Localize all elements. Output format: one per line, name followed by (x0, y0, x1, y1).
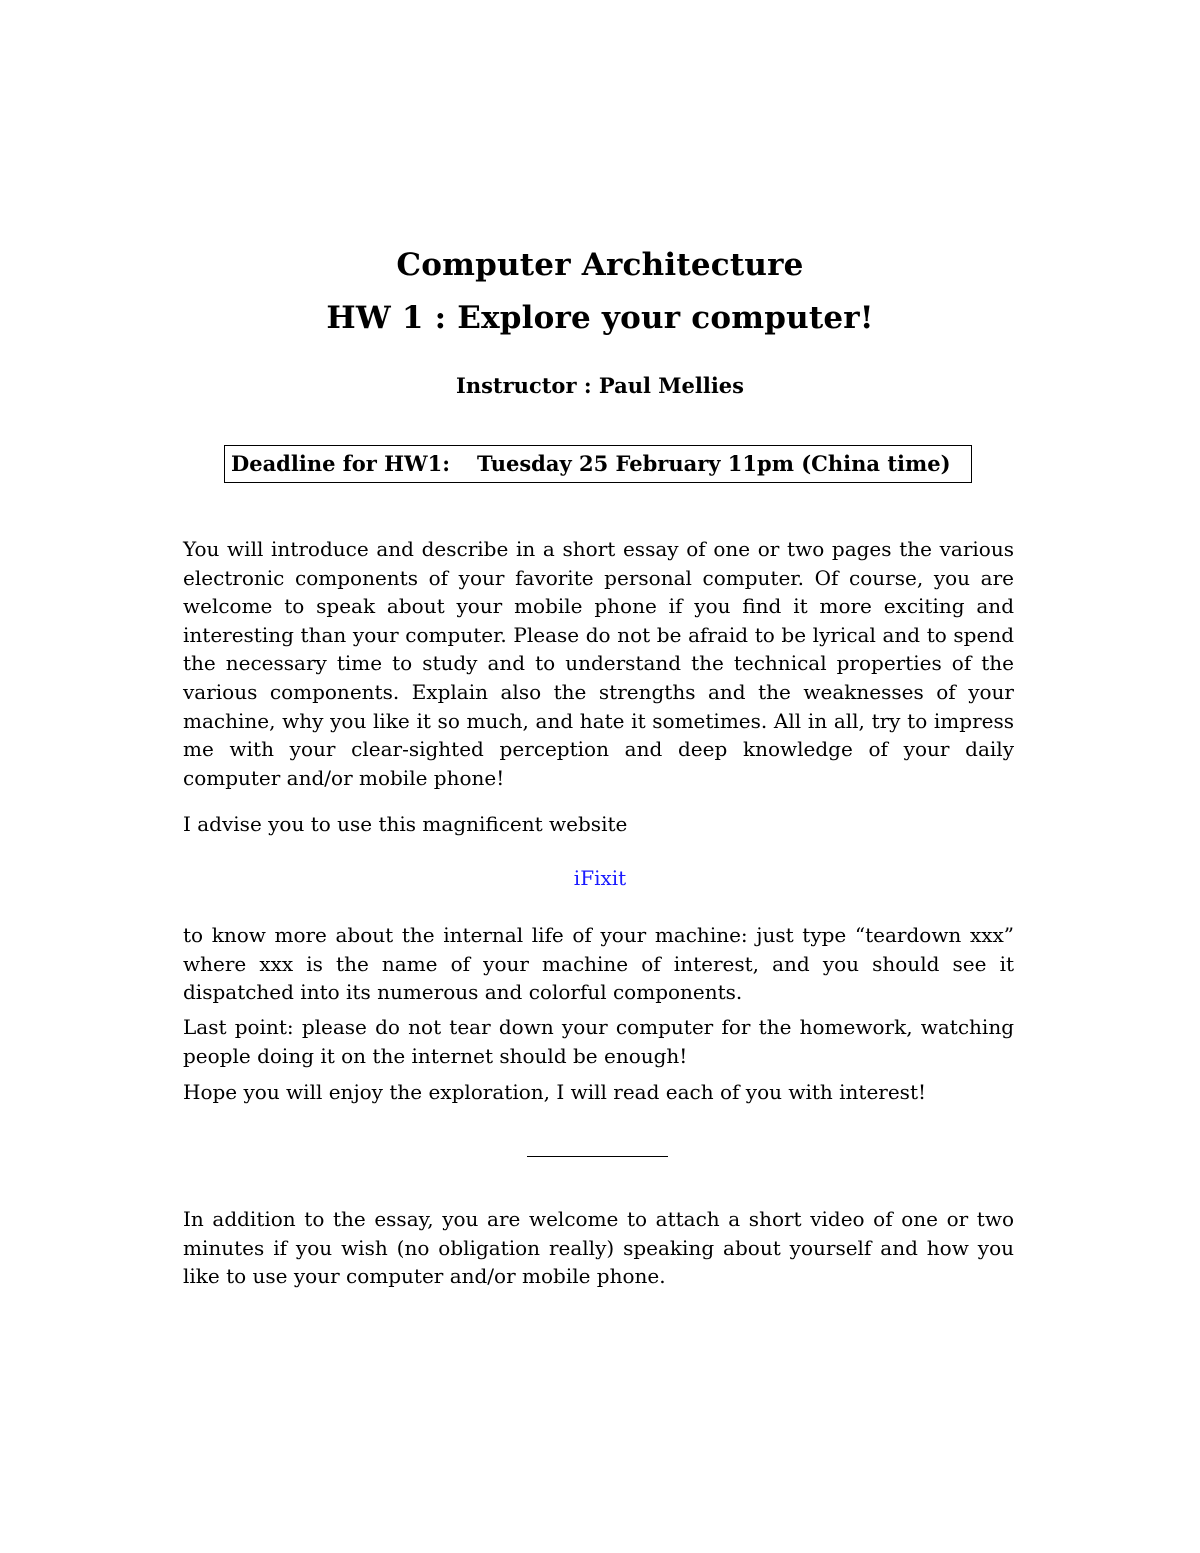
deadline-box (224, 445, 972, 483)
separator-rule (527, 1156, 668, 1157)
course-title: Computer Architecture (396, 247, 804, 283)
homework-title: HW 1 : Explore your computer! (326, 300, 874, 336)
closing-paragraph: Hope you will enjoy the exploration, I will read each of you with interest! (183, 1080, 927, 1104)
deadline-label: Deadline for HW1: (231, 451, 450, 476)
ifixit-link[interactable]: iFixit (573, 866, 627, 890)
instructor-line: Instructor : Paul Mellies (456, 373, 744, 398)
ifixit-link-line (0, 864, 1200, 892)
last-point-paragraph: Last point: please do not tear down your computer for the homework, watching people doing it on the internet should be enough! (183, 1015, 1014, 1068)
teardown-paragraph: to know more about the internal life of your machine: just type “teardown xxx” where xxx is the name of your machine of interest, and you should see it dispatched into its numerous and colorful components. (183, 923, 1014, 1005)
deadline-value: Tuesday 25 February 11pm (China time) (477, 451, 951, 476)
video-paragraph: In addition to the essay, you are welcome to attach a short video of one or two minutes if you wish (no obligation really) speaking about yourself and how you like to use your computer and/or mobile phone. (183, 1207, 1014, 1289)
essay-instructions-paragraph: You will introduce and describe in a short essay of one or two pages the various electronic components of your favorite personal computer. Of course, you are welcome to speak about your mobile phone if you find it more exciting and interesting than your computer. Please do not be afraid to be lyrical and to spend the necessary time to study and to understand the technical properties of the various components. Explain also the strengths and the weaknesses of your machine, why you like it so much, and hate it sometimes. All in all, try to impress me with your clear-sighted perception and deep knowledge of your daily computer and/or mobile phone! (183, 537, 1014, 790)
website-advice-paragraph: I advise you to use this magnificent website (183, 812, 628, 836)
